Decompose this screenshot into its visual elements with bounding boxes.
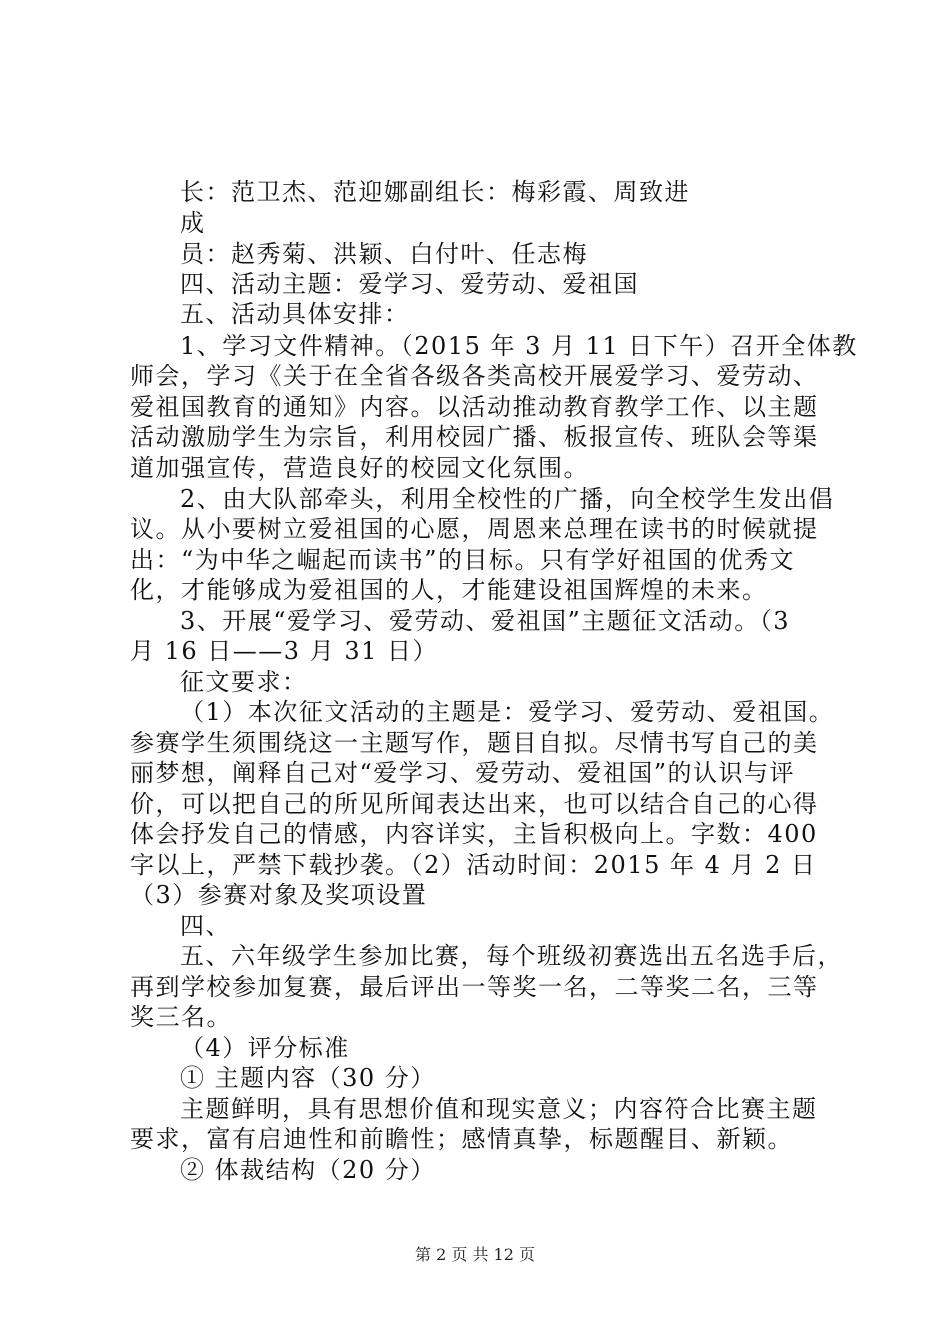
text-line: 议。从小要树立爱祖国的心愿，周恩来总理在读书的时候就提 (130, 515, 819, 543)
text-line: 成 (180, 209, 206, 237)
text-line: 字以上，严禁下载抄袭。（2）活动时间：2015 年 4 月 2 日 (130, 851, 817, 879)
text-line: 化，才能够成为爱祖国的人，才能建设祖国辉煌的未来。 (130, 576, 768, 604)
text-line: 员：赵秀菊、洪颖、白付叶、任志梅 (180, 240, 588, 268)
text-line: 价，可以把自己的所见所闻表达出来，也可以结合自己的心得 (130, 790, 819, 818)
page-footer: 第 2 页 共 12 页 (415, 1245, 535, 1264)
text-line: （4）评分标准 (180, 1034, 350, 1062)
text-line: 主题鲜明，具有思想价值和现实意义；内容符合比赛主题 (180, 1095, 818, 1123)
text-line: 体会抒发自己的情感，内容详实，主旨积极向上。字数：400 (130, 820, 818, 848)
text-line: 1、学习文件精神。（2015 年 3 月 11 日下午）召开全体教 (180, 332, 858, 360)
text-line: 五、六年级学生参加比赛，每个班级初赛选出五名选手后， (180, 942, 843, 970)
text-line: ② 体裁结构（20 分） (180, 1156, 436, 1184)
text-line: ① 主题内容（30 分） (180, 1064, 436, 1092)
text-line: 奖三名。 (130, 1003, 232, 1031)
text-line: 2、由大队部牵头，利用全校性的广播，向全校学生发出倡 (180, 485, 835, 513)
text-line: 征文要求： (180, 668, 308, 696)
text-line: 四、活动主题：爱学习、爱劳动、爱祖国 (180, 270, 639, 298)
text-line: 五、活动具体安排： (180, 300, 410, 328)
text-line: （1）本次征文活动的主题是：爱学习、爱劳动、爱祖国。 (180, 698, 835, 726)
text-line: 道加强宣传，营造良好的校园文化氛围。 (130, 454, 589, 482)
text-line: 活动激励学生为宗旨，利用校园广播、板报宣传、班队会等渠 (130, 423, 819, 451)
text-line: 要求，富有启迪性和前瞻性；感情真挚，标题醒目、新颖。 (130, 1125, 793, 1153)
text-line: 四、 (180, 912, 231, 940)
text-line: 3、开展“爱学习、爱劳动、爱祖国”主题征文活动。（3 (180, 607, 791, 635)
text-line: （3）参赛对象及奖项设置 (130, 881, 428, 909)
text-line: 爱祖国教育的通知》内容。以活动推动教育教学工作、以主题 (130, 393, 819, 421)
text-line: 再到学校参加复赛，最后评出一等奖一名，二等奖二名，三等 (130, 973, 819, 1001)
text-line: 出：“为中华之崛起而读书”的目标。只有学好祖国的优秀文 (130, 546, 796, 574)
text-line: 丽梦想，阐释自己对“爱学习、爱劳动、爱祖国”的认识与评 (130, 759, 796, 787)
text-line: 师会，学习《关于在全省各级各类高校开展爱学习、爱劳动、 (130, 362, 819, 390)
text-line: 长：范卫杰、范迎娜副组长：梅彩霞、周致进 (180, 178, 690, 206)
text-line: 月 16 日——3 月 31 日） (130, 637, 438, 665)
text-line: 参赛学生须围绕这一主题写作，题目自拟。尽情书写自己的美 (130, 729, 819, 757)
